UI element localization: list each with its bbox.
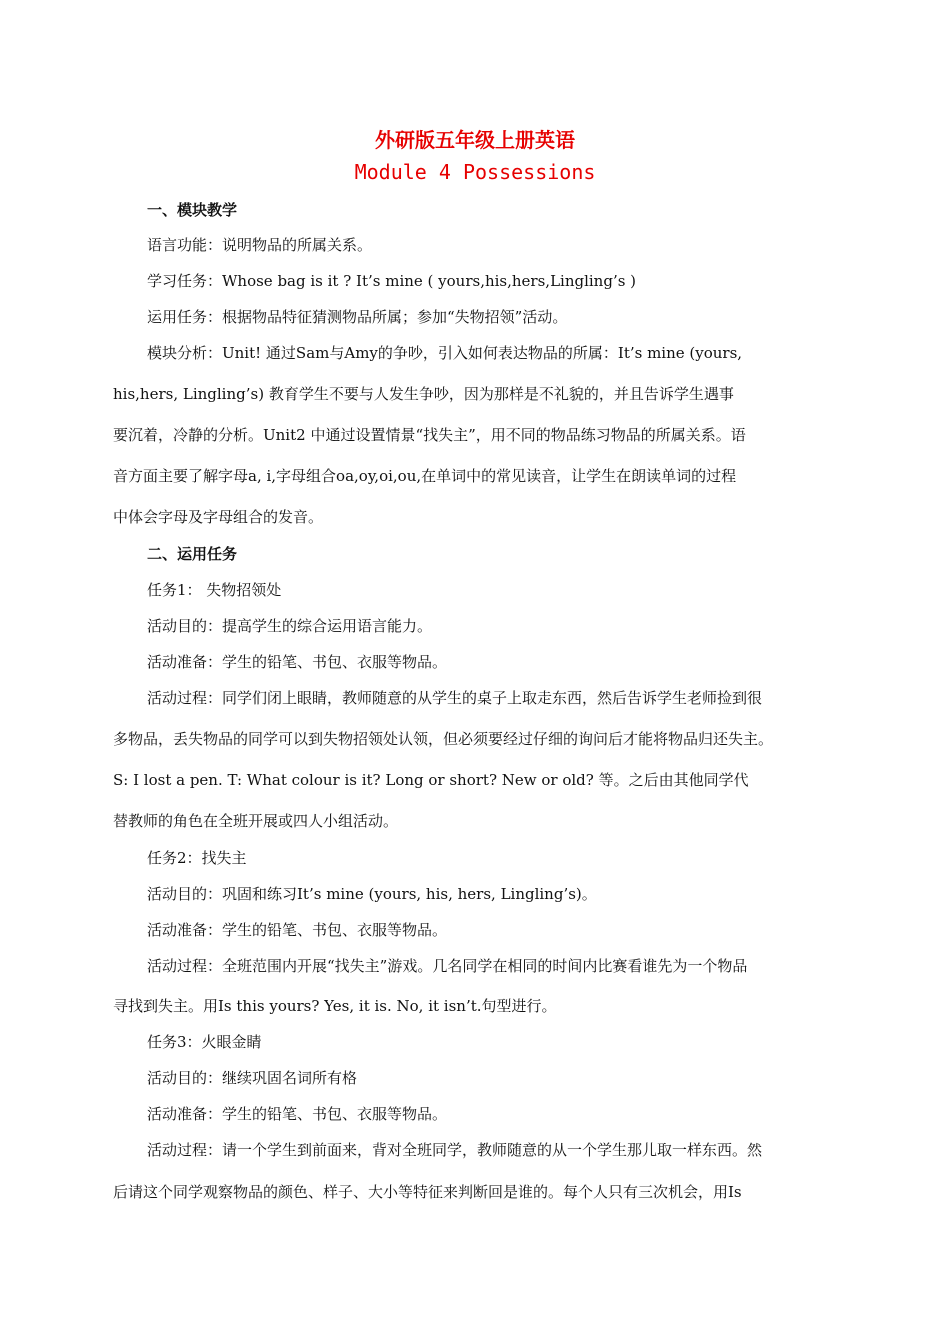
paragraph-line: 要沉着，冷静的分析。Unit2 中通过设置情景“找失主”，用不同的物品练习物品的所属关系。语: [113, 426, 746, 444]
paragraph-line: 活动目的：继续巩固名词所有格: [147, 1069, 358, 1087]
paragraph-line: 模块分析：Unit! 通过Sam与Amy的争吵，引入如何表达物品的所属：It’s mine (yours,: [147, 344, 743, 362]
paragraph-line: 活动准备：学生的铅笔、书包、衣服等物品。: [147, 921, 448, 939]
task-title: 任务1： 失物招领处: [147, 581, 282, 599]
paragraph-line: 活动准备：学生的铅笔、书包、衣服等物品。: [147, 653, 448, 671]
paragraph-line: 运用任务：根据物品特征猜测物品所属；参加“失物招领”活动。: [147, 308, 568, 326]
document-title-english: Module 4 Possessions: [354, 160, 596, 184]
section-heading-tasks: 二、运用任务: [147, 545, 238, 563]
document-title-chinese: 外研版五年级上册英语: [375, 128, 575, 152]
section-heading-module-teaching: 一、模块教学: [147, 201, 238, 219]
paragraph-line: 音方面主要了解字母a, i,字母组合oa,oy,oi,ou,在单词中的常见读音，让学生在朗读单词的过程: [113, 467, 737, 485]
paragraph-line: 学习任务：Whose bag is it ? It’s mine ( yours,his,hers,Lingling’s ): [147, 272, 637, 290]
paragraph-line: 替教师的角色在全班开展或四人小组活动。: [113, 812, 399, 830]
paragraph-line: 多物品，丢失物品的同学可以到失物招领处认领，但必须要经过仔细的询问后才能将物品归还失主。: [113, 730, 774, 748]
paragraph-line: 活动过程：请一个学生到前面来，背对全班同学，教师随意的从一个学生那儿取一样东西。然: [147, 1141, 763, 1159]
paragraph-line: 活动目的：提高学生的综合运用语言能力。: [147, 617, 433, 635]
task-title: 任务2：找失主: [147, 849, 247, 867]
paragraph-line: his,hers, Lingling’s) 教育学生不要与人发生争吵，因为那样是不礼貌的，并且告诉学生遇事: [113, 385, 734, 403]
paragraph-line: 活动准备：学生的铅笔、书包、衣服等物品。: [147, 1105, 448, 1123]
paragraph-line: 后请这个同学观察物品的颜色、样子、大小等特征来判断回是谁的。每个人只有三次机会，用Is: [113, 1183, 742, 1201]
paragraph-line: 寻找到失主。用Is this yours? Yes, it is. No, it isn’t.句型进行。: [113, 997, 557, 1015]
paragraph-line: S: I lost a pen. T: What colour is it? Long or short? New or old? 等。之后由其他同学代: [113, 771, 749, 789]
paragraph-line: 活动目的：巩固和练习It’s mine (yours, his, hers, Lingling’s)。: [147, 885, 597, 903]
paragraph-line: 活动过程：全班范围内开展“找失主”游戏。几名同学在相同的时间内比赛看谁先为一个物品: [147, 957, 748, 975]
paragraph-line: 语言功能：说明物品的所属关系。: [147, 236, 373, 254]
paragraph-line: 中体会字母及字母组合的发音。: [113, 508, 324, 526]
paragraph-line: 活动过程：同学们闭上眼睛，教师随意的从学生的桌子上取走东西，然后告诉学生老师捡到很: [147, 689, 763, 707]
task-title: 任务3：火眼金睛: [147, 1033, 262, 1051]
